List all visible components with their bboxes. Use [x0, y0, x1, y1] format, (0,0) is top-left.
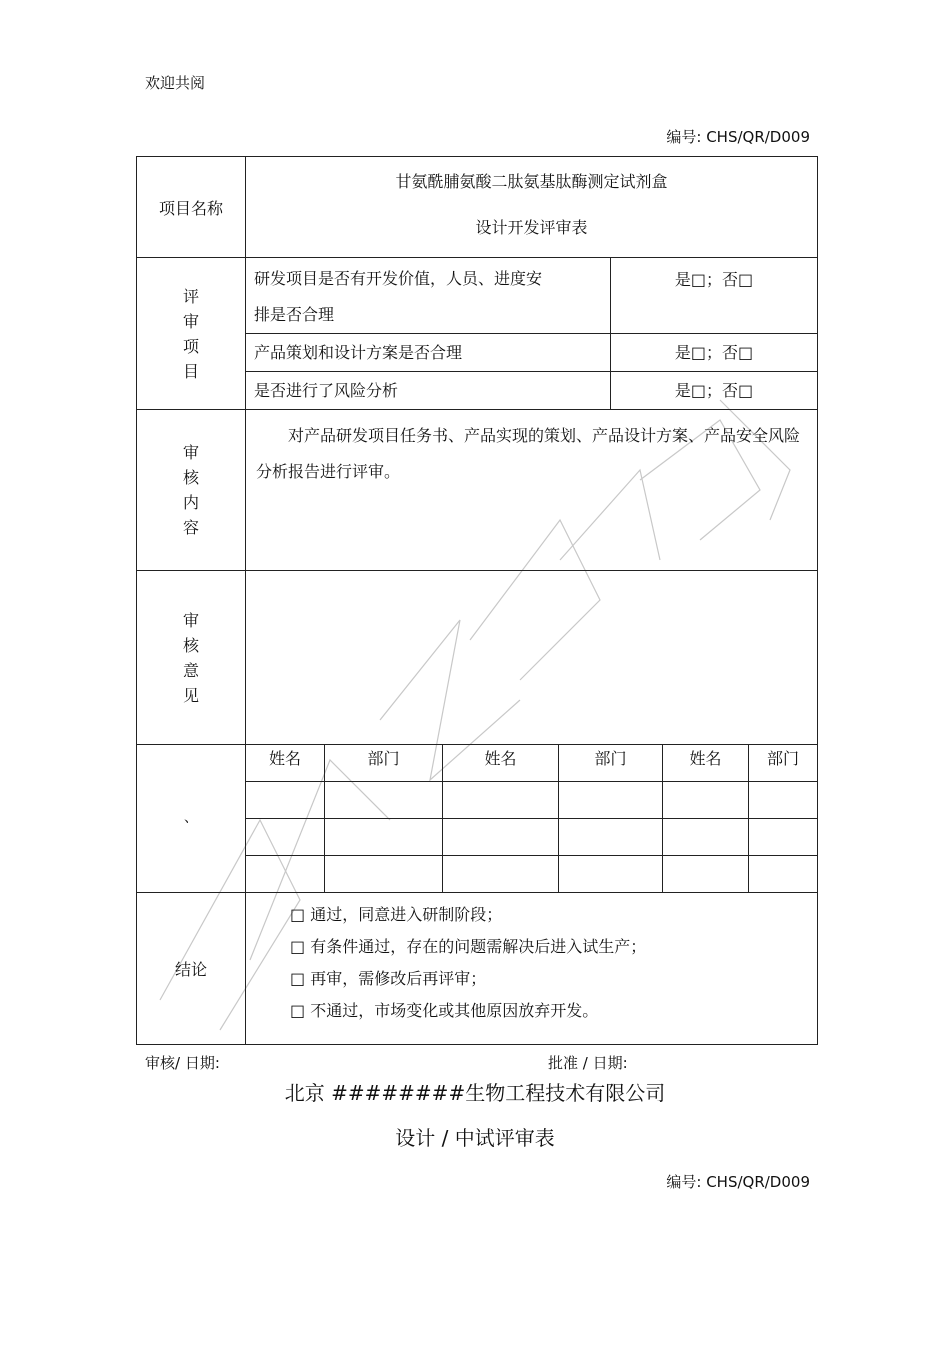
sig-cell[interactable] [325, 782, 443, 819]
review-items-label: 评 审 项 目 [137, 258, 246, 410]
sig-cell[interactable] [325, 819, 443, 856]
review-question-1: 研发项目是否有开发价值，人员、进度安 排是否合理 [246, 258, 611, 334]
review-question-2: 产品策划和设计方案是否合理 [246, 334, 611, 372]
project-title-line1: 甘氨酰脯氨酸二肽氨基肽酶测定试剂盒 [395, 172, 668, 191]
conclusion-option-reject[interactable]: □ 不通过，市场变化或其他原因放弃开发。 [290, 1001, 599, 1020]
sig-header-dept-2: 部门 [559, 745, 663, 782]
approve-date-label: 批准 / 日期: [548, 1054, 628, 1072]
review-opinion-label: 审 核 意 见 [137, 571, 246, 745]
review-answer-3[interactable]: 是□；否□ [611, 372, 818, 410]
review-opinion-field[interactable] [246, 571, 818, 745]
sig-cell[interactable] [663, 856, 749, 893]
conclusion-label: 结论 [137, 893, 246, 1045]
sig-header-name-1: 姓名 [246, 745, 325, 782]
sig-header-name-3: 姓名 [663, 745, 749, 782]
sig-cell[interactable] [749, 856, 818, 893]
review-date-label: 审核/ 日期: [145, 1054, 220, 1072]
conclusion-option-rereview[interactable]: □ 再审，需修改后再评审； [290, 969, 487, 988]
sig-cell[interactable] [246, 782, 325, 819]
review-content-text: 对产品研发项目任务书、产品实现的策划、产品设计方案、产品安全风险分析报告进行评审。 [246, 410, 818, 571]
review-question-3: 是否进行了风险分析 [246, 372, 611, 410]
signature-label: 、 [137, 745, 246, 893]
sig-cell[interactable] [443, 819, 559, 856]
project-title-line2: 设计开发评审表 [475, 218, 588, 237]
sig-cell[interactable] [443, 856, 559, 893]
sig-header-dept-1: 部门 [325, 745, 443, 782]
top-note: 欢迎共阅 [145, 74, 206, 92]
project-name-label: 项目名称 [137, 157, 246, 258]
conclusion-options [246, 893, 818, 1045]
conclusion-option-conditional[interactable]: □ 有条件通过，存在的问题需解决后进入试生产； [290, 937, 647, 956]
sig-header-dept-3: 部门 [749, 745, 818, 782]
sig-cell[interactable] [559, 856, 663, 893]
conclusion-option-pass[interactable]: □ 通过，同意进入研制阶段； [290, 905, 503, 924]
sig-cell[interactable] [559, 782, 663, 819]
sig-cell[interactable] [559, 819, 663, 856]
document-code: 编号: CHS/QR/D009 [666, 128, 810, 146]
sig-header-name-2: 姓名 [443, 745, 559, 782]
project-title [246, 157, 818, 258]
sig-cell[interactable] [749, 782, 818, 819]
review-content-label: 审 核 内 容 [137, 410, 246, 571]
company-name: 北京 ########生物工程技术有限公司 [284, 1081, 666, 1105]
document-code-footer: 编号: CHS/QR/D009 [666, 1173, 810, 1191]
sig-cell[interactable] [246, 819, 325, 856]
sig-cell[interactable] [749, 819, 818, 856]
sig-cell[interactable] [443, 782, 559, 819]
sig-cell[interactable] [246, 856, 325, 893]
review-answer-1[interactable]: 是□；否□ [611, 258, 818, 334]
review-form-table [136, 156, 818, 1045]
sig-cell[interactable] [325, 856, 443, 893]
sig-cell[interactable] [663, 782, 749, 819]
form-subtitle: 设计 / 中试评审表 [395, 1126, 555, 1150]
sig-cell[interactable] [663, 819, 749, 856]
review-answer-2[interactable]: 是□；否□ [611, 334, 818, 372]
